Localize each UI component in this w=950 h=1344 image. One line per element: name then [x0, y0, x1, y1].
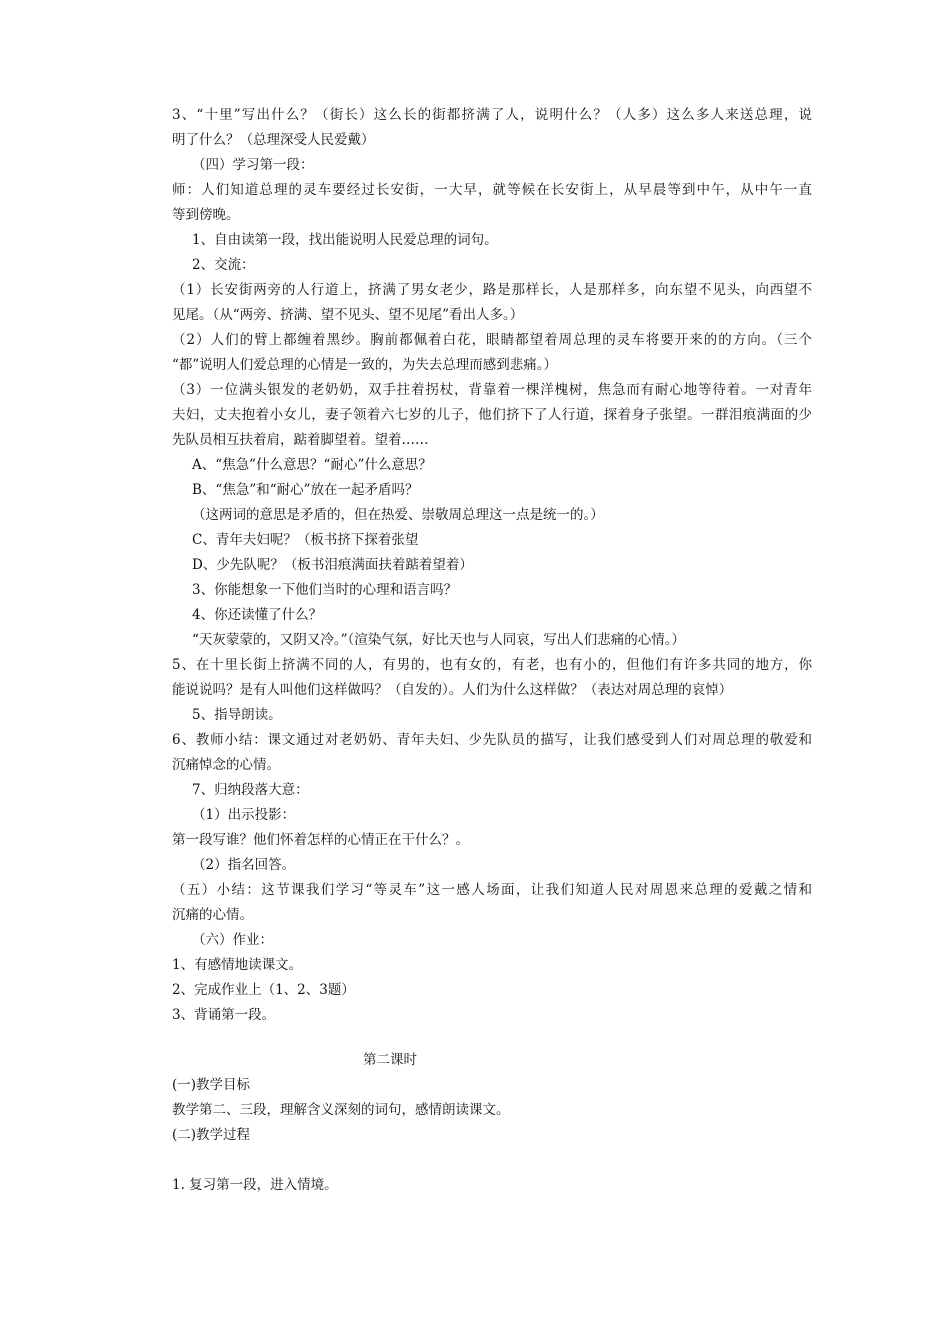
paragraph-line: 教学第二、三段，理解含义深刻的词句，感情朗读课文。	[172, 1102, 510, 1118]
paragraph-line: 等到傍晚。	[172, 207, 240, 223]
paragraph-line: 3、“十里”写出什么？（街长）这么长的街都挤满了人，说明什么？（人多）这么多人来送总理，说	[172, 107, 812, 123]
paragraph-line: 沉痛悼念的心情。	[172, 757, 280, 773]
paragraph-line: 沉痛的心情。	[172, 907, 253, 923]
paragraph-line: （五）小结：这节课我们学习“等灵车”这一感人场面，让我们知道人民对周恩来总理的爱戴之情和	[172, 882, 812, 898]
paragraph-line: B、“焦急”和“耐心”放在一起矛盾吗？	[192, 482, 419, 498]
paragraph-line: D、少先队呢？（板书泪痕满面扶着踮着望着）	[192, 557, 473, 573]
paragraph-line: 1. 复习第一段，进入情境。	[172, 1177, 338, 1193]
section-heading: (二)教学过程	[172, 1127, 251, 1143]
paragraph-line: 先队员相互扶着肩，踮着脚望着。望着……	[172, 432, 429, 448]
paragraph-line: （3）一位满头银发的老奶奶，双手拄着拐杖，背靠着一棵洋槐树，焦急而有耐心地等待着。一对青年	[172, 382, 812, 398]
paragraph-line: （这两词的意思是矛盾的，但在热爱、崇敬周总理这一点是统一的。）	[192, 507, 604, 523]
paragraph-line: （1）长安街两旁的人行道上，挤满了男女老少，路是那样长，人是那样多，向东望不见头，向西望不	[172, 282, 812, 298]
paragraph-line: “都”说明人们爱总理的心情是一致的，为失去总理而感到悲痛。）	[172, 357, 558, 373]
paragraph-line: 4、你还读懂了什么？	[192, 607, 323, 623]
paragraph-line: 2、完成作业上（1、2、3题）	[172, 982, 355, 998]
paragraph-line: 第一段写谁？他们怀着怎样的心情正在干什么？。	[172, 832, 469, 848]
paragraph-line: A、“焦急”什么意思？“耐心”什么意思？	[192, 457, 432, 473]
paragraph-line: 夫妇，丈夫抱着小女儿，妻子领着六七岁的儿子，他们挤下了人行道，探着身子张望。一群泪痕满面的少	[172, 407, 812, 423]
section-heading: (一)教学目标	[172, 1077, 251, 1093]
paragraph-line: 师：人们知道总理的灵车要经过长安街，一大早，就等候在长安街上，从早晨等到中午，从中午一直	[172, 182, 812, 198]
paragraph-line: 1、自由读第一段，找出能说明人民爱总理的词句。	[192, 232, 498, 248]
paragraph-line: 1、有感情地读课文。	[172, 957, 303, 973]
paragraph-line: 5、在十里长街上挤满不同的人，有男的，也有女的，有老，也有小的，但他们有许多共同的地方，你	[172, 657, 812, 673]
paragraph-line: 2、交流：	[192, 257, 255, 273]
paragraph-line: （2）人们的臂上都缠着黑纱。胸前都佩着白花，眼睛都望着周总理的灵车将要开来的的方向。（三个	[172, 332, 812, 348]
lesson-title: 第二课时	[363, 1052, 417, 1068]
section-heading: （六）作业：	[192, 932, 273, 948]
paragraph-line: 7、归纳段落大意：	[192, 782, 309, 798]
section-heading: （四）学习第一段：	[192, 157, 314, 173]
paragraph-line: 能说说吗？是有人叫他们这样做吗？（自发的）。人们为什么这样做？（表达对周总理的哀悼）	[172, 682, 733, 698]
paragraph-line: 3、背诵第一段。	[172, 1007, 276, 1023]
paragraph-line: C、青年夫妇呢？（板书挤下探着张望	[192, 532, 419, 548]
paragraph-line: （1）出示投影：	[192, 807, 296, 823]
paragraph-line: 6、教师小结：课文通过对老奶奶、青年夫妇、少先队员的描写，让我们感受到人们对周总理的敬爱和	[172, 732, 812, 748]
paragraph-line: 明了什么？（总理深受人民爱戴）	[172, 132, 375, 148]
paragraph-line: 3、你能想象一下他们当时的心理和语言吗？	[192, 582, 458, 598]
paragraph-line: （2）指名回答。	[192, 857, 296, 873]
paragraph-line: 5、指导朗读。	[192, 707, 282, 723]
paragraph-line: 见尾。（从“两旁、挤满、望不见头、望不见尾”看出人多。）	[172, 307, 524, 323]
paragraph-line: “天灰蒙蒙的，又阴又冷。”（渲染气氛，好比天也与人同哀，写出人们悲痛的心情。）	[192, 632, 686, 648]
